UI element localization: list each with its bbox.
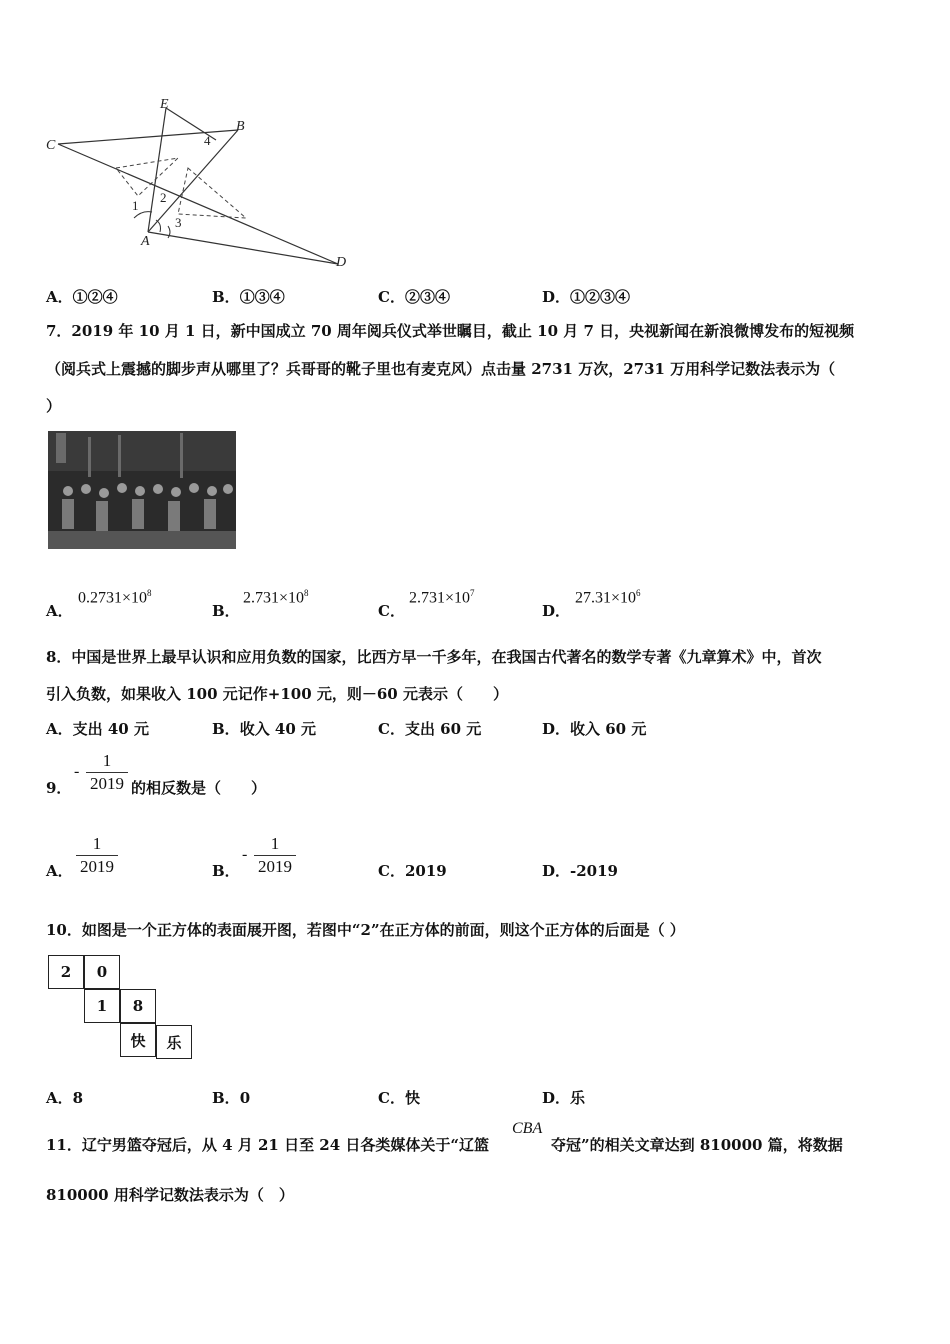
q7-option-b-value: $2.731\times 10^8$ (243, 588, 309, 607)
line-AD (148, 232, 338, 264)
q11-stem-line2: 810000 用科学记数法表示为（ ） (46, 1186, 294, 1204)
q9-option-a-fraction: 1 2019 (76, 834, 118, 877)
line-EA (148, 108, 166, 232)
q9-stem-suffix: 的相反数是（ ） (131, 779, 267, 797)
q6-option-a: A．①②④ (46, 288, 118, 306)
q10-option-b: B．0 (212, 1089, 251, 1107)
net-cell-0: 0 (84, 955, 120, 989)
net-cell-1: 1 (84, 989, 120, 1023)
q9-minus: - (74, 763, 80, 780)
label-A: A (141, 234, 150, 249)
angle-label-3: 3 (175, 215, 182, 230)
label-B: B (236, 119, 245, 134)
q8-option-a: A．支出 40 元 (46, 720, 149, 738)
label-C: C (46, 138, 56, 153)
q7-option-c-letter: C． (378, 602, 405, 620)
q7-option-d-letter: D． (542, 602, 571, 620)
dashed-triangle-left (116, 158, 178, 196)
q10-stem: 10．如图是一个正方体的表面展开图，若图中“2”在正方体的前面，则这个正方体的后面是（ ） (46, 921, 685, 939)
angle-label-2: 2 (160, 190, 167, 205)
q8-stem-line1: 8．中国是世界上最早认识和应用负数的国家，比西方早一千多年，在我国古代著名的数学专著《九章算术》中，首次 (46, 648, 822, 666)
q10-option-c: C．快 (378, 1089, 420, 1107)
angle-label-1: 1 (132, 198, 139, 213)
q9-option-b-minus: - (242, 846, 248, 863)
net-cell-2: 2 (48, 955, 84, 989)
q9-fraction: 1 2019 (86, 751, 128, 794)
q9-number: 9． (46, 779, 72, 797)
q9-option-a-letter: A． (46, 862, 73, 880)
angle-label-4: 4 (204, 133, 211, 148)
q6-geometry-figure (38, 92, 358, 277)
q9-option-c: C．2019 (378, 862, 447, 880)
q7-stem-line3: ） (46, 397, 62, 415)
q7-option-a-letter: A． (46, 602, 73, 620)
q11-stem-part2: 夺冠”的相关文章达到 810000 篇，将数据 (551, 1136, 843, 1154)
q11-cba: CBA (512, 1120, 543, 1137)
q6-option-c: C．②③④ (378, 288, 450, 306)
q9-option-d: D．-2019 (542, 862, 618, 880)
label-E: E (160, 97, 169, 112)
q9-option-b-letter: B． (212, 862, 240, 880)
q9-option-b-fraction: 1 2019 (254, 834, 296, 877)
q8-stem-line2: 引入负数，如果收入 100 元记作+100 元，则－60 元表示（ ） (46, 685, 508, 703)
q10-option-d: D．乐 (542, 1089, 586, 1107)
q7-option-c-value: $2.731\times 10^7$ (409, 588, 475, 607)
label-D: D (336, 255, 347, 270)
parade-photo (48, 431, 236, 549)
q7-stem-line2: （阅兵式上震撼的脚步声从哪里了？兵哥哥的靴子里也有麦克风）点击量 2731 万次，2731 万用科学记数法表示为（ (46, 360, 836, 378)
net-cell-le: 乐 (156, 1025, 192, 1059)
q7-option-d-value: $27.31\times 10^6$ (575, 588, 641, 607)
q7-option-b-letter: B． (212, 602, 240, 620)
net-cell-8: 8 (120, 989, 156, 1023)
q6-option-b: B．①③④ (212, 288, 285, 306)
q8-option-c: C．支出 60 元 (378, 720, 482, 738)
q7-stem-line1: 7．2019 年 10 月 1 日，新中国成立 70 周年阅兵仪式举世瞩目，截止 10 月 7 日，央视新闻在新浪微博发布的短视频 (46, 322, 855, 340)
net-cell-kuai: 快 (120, 1023, 156, 1057)
q11-stem-part1: 11．辽宁男篮夺冠后，从 4 月 21 日至 24 日各类媒体关于“辽篮 (46, 1136, 490, 1154)
line-CD (58, 144, 338, 264)
q10-option-a: A．8 (46, 1089, 84, 1107)
q8-option-b: B．收入 40 元 (212, 720, 317, 738)
q7-option-a-value: $0.2731\times 10^8$ (78, 588, 152, 607)
q6-option-d: D．①②③④ (542, 288, 631, 306)
q8-option-d: D．收入 60 元 (542, 720, 647, 738)
